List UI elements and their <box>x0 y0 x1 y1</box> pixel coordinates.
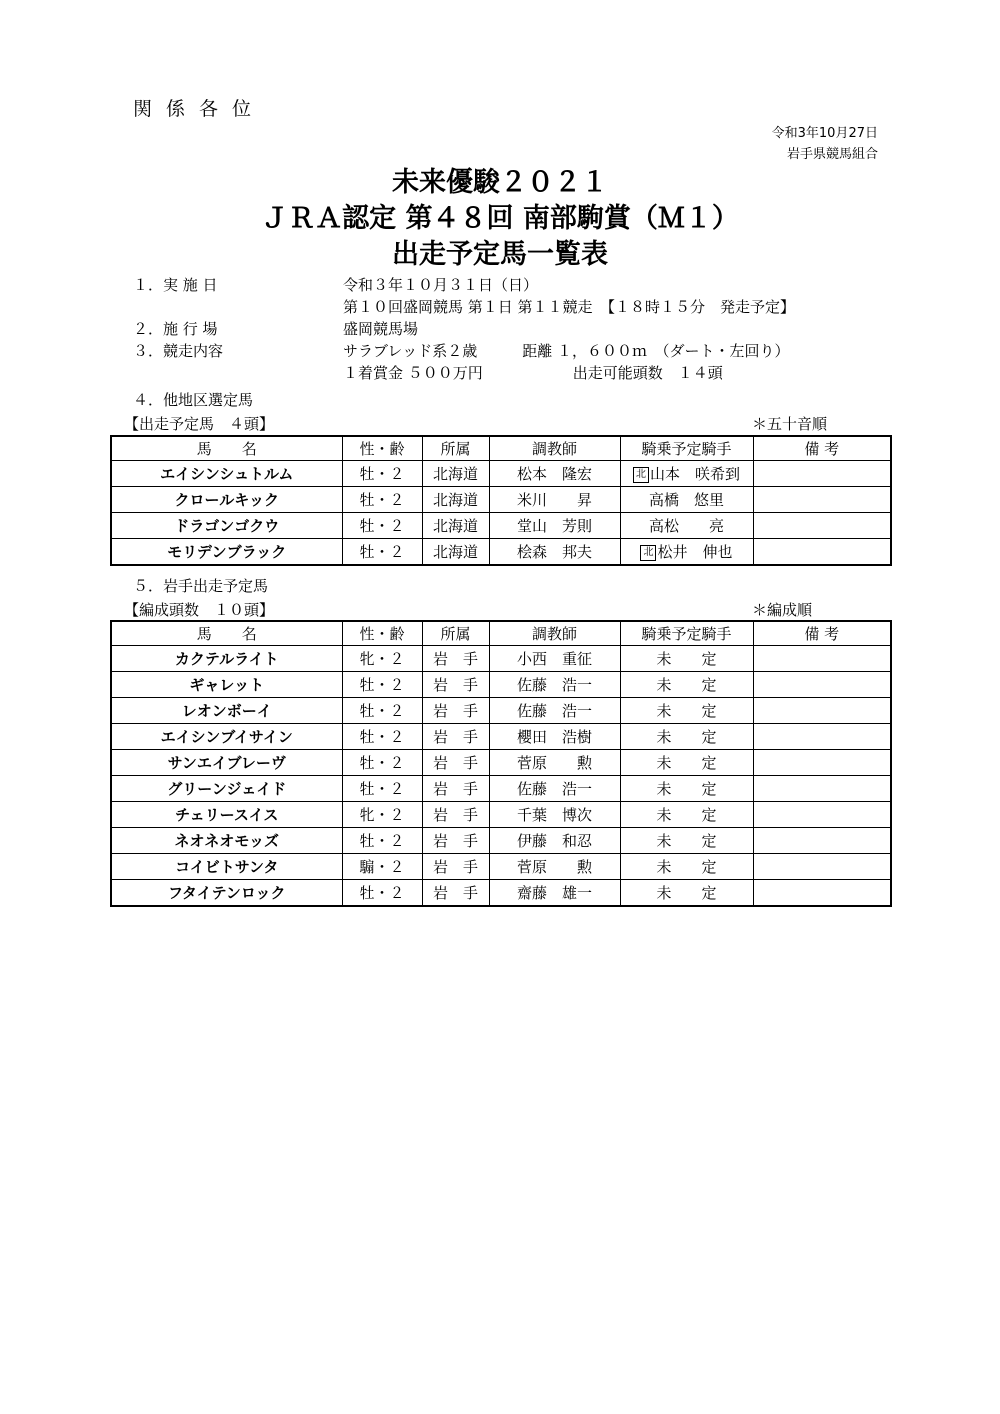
horse-name: グリーンジェイド <box>111 776 342 802</box>
table-row <box>111 698 891 724</box>
affiliation: 岩 手 <box>422 802 489 828</box>
affiliation: 岩 手 <box>422 724 489 750</box>
header-trainer: 調教師 <box>489 436 620 461</box>
trainer: 桧森 邦夫 <box>489 539 620 566</box>
trainer: 松本 隆宏 <box>489 461 620 487</box>
horse-name: エイシンシュトルム <box>111 461 342 487</box>
trainer: 佐藤 浩一 <box>489 698 620 724</box>
issuer-organization: 岩手県競馬組合 <box>786 147 878 162</box>
horse-name: ギャレット <box>111 672 342 698</box>
table-row <box>111 828 891 854</box>
sex-age: 牡・２ <box>342 461 422 487</box>
jockey <box>620 539 753 566</box>
trainer: 佐藤 浩一 <box>489 776 620 802</box>
info-value-venue: 盛岡競馬場 <box>343 320 419 338</box>
title-line-3: 出走予定馬一覧表 <box>392 239 608 270</box>
section5-title: ５．岩手出走予定馬 <box>133 577 269 595</box>
issuer-block <box>772 123 878 165</box>
header-note: 備 考 <box>753 436 891 461</box>
affiliation: 北海道 <box>422 487 489 513</box>
info-label-date: １．実 施 日 <box>133 276 218 294</box>
horse-name: エイシンブイサイン <box>111 724 342 750</box>
jockey: 未 定 <box>620 854 753 880</box>
iwate-table <box>110 620 892 907</box>
trainer: 小西 重征 <box>489 646 620 672</box>
jockey: 未 定 <box>620 776 753 802</box>
header-affiliation: 所属 <box>422 621 489 646</box>
note <box>753 750 891 776</box>
sex-age: 牡・２ <box>342 750 422 776</box>
jockey: 高橋 悠里 <box>620 487 753 513</box>
trainer: 伊藤 和忍 <box>489 828 620 854</box>
jockey: 未 定 <box>620 724 753 750</box>
hokkaido-mark-icon: 北 <box>640 545 656 561</box>
note <box>753 828 891 854</box>
note <box>753 880 891 907</box>
header-jockey: 騎乗予定騎手 <box>620 436 753 461</box>
affiliation: 北海道 <box>422 539 489 566</box>
header-horse-name: 馬 名 <box>111 436 342 461</box>
jockey-name: 松井 伸也 <box>657 543 733 561</box>
header-horse-name: 馬 名 <box>111 621 342 646</box>
addressee: 関係各位 <box>133 98 266 120</box>
affiliation: 岩 手 <box>422 880 489 907</box>
jockey: 未 定 <box>620 828 753 854</box>
horse-name: レオンボーイ <box>111 698 342 724</box>
info-value-race: 第１０回盛岡競馬 第１日 第１１競走 【１８時１５分 発走予定】 <box>343 298 796 316</box>
trainer: 佐藤 浩一 <box>489 672 620 698</box>
jockey <box>620 461 753 487</box>
sex-age: 牝・２ <box>342 646 422 672</box>
sex-age: 牡・２ <box>342 513 422 539</box>
trainer: 千葉 博次 <box>489 802 620 828</box>
jockey: 未 定 <box>620 698 753 724</box>
section4-order-note: ＊五十音順 <box>752 415 828 433</box>
note <box>753 461 891 487</box>
sex-age: 牡・２ <box>342 724 422 750</box>
affiliation: 岩 手 <box>422 750 489 776</box>
sex-age: 牡・２ <box>342 539 422 566</box>
table-header-row <box>111 621 891 646</box>
horse-name: ネオネオモッズ <box>111 828 342 854</box>
affiliation: 岩 手 <box>422 698 489 724</box>
note <box>753 487 891 513</box>
horse-name: コイビトサンタ <box>111 854 342 880</box>
horse-name: チェリースイス <box>111 802 342 828</box>
header-trainer: 調教師 <box>489 621 620 646</box>
sex-age: 牡・２ <box>342 828 422 854</box>
note <box>753 776 891 802</box>
jockey: 高松 亮 <box>620 513 753 539</box>
sex-age: 牡・２ <box>342 487 422 513</box>
info-label-content: ３．競走内容 <box>133 342 224 360</box>
horse-name: モリデンブラック <box>111 539 342 566</box>
header-jockey: 騎乗予定騎手 <box>620 621 753 646</box>
affiliation: 岩 手 <box>422 776 489 802</box>
affiliation: 岩 手 <box>422 646 489 672</box>
note <box>753 854 891 880</box>
jockey: 未 定 <box>620 750 753 776</box>
note <box>753 802 891 828</box>
trainer: 齋藤 雄一 <box>489 880 620 907</box>
sex-age: 牡・２ <box>342 776 422 802</box>
note <box>753 724 891 750</box>
trainer: 菅原 勲 <box>489 854 620 880</box>
table-header-row <box>111 436 891 461</box>
table-row <box>111 539 891 566</box>
jockey: 未 定 <box>620 802 753 828</box>
affiliation: 北海道 <box>422 513 489 539</box>
header-note: 備 考 <box>753 621 891 646</box>
sex-age: 牡・２ <box>342 880 422 907</box>
info-value-date: 令和３年１０月３１日（日） <box>343 276 539 294</box>
table-row <box>111 646 891 672</box>
table-row <box>111 776 891 802</box>
header-sex-age: 性・齢 <box>342 621 422 646</box>
table-row <box>111 724 891 750</box>
trainer: 菅原 勲 <box>489 750 620 776</box>
hokkaido-mark-icon: 北 <box>633 467 649 483</box>
jockey-name: 山本 咲希到 <box>649 465 740 483</box>
issue-date: 令和3年10月27日 <box>771 126 878 141</box>
sex-age: 牝・２ <box>342 802 422 828</box>
title-line-1: 未来優駿２０２１ <box>392 167 608 198</box>
trainer: 米川 昇 <box>489 487 620 513</box>
sex-age: 牡・２ <box>342 672 422 698</box>
header-affiliation: 所属 <box>422 436 489 461</box>
jockey: 未 定 <box>620 880 753 907</box>
trainer: 櫻田 浩樹 <box>489 724 620 750</box>
info-label-venue: ２．施 行 場 <box>133 320 218 338</box>
other-region-table <box>110 435 892 566</box>
affiliation: 岩 手 <box>422 672 489 698</box>
jockey: 未 定 <box>620 646 753 672</box>
horse-name: サンエイブレーヴ <box>111 750 342 776</box>
affiliation: 岩 手 <box>422 828 489 854</box>
section4-title: ４．他地区選定馬 <box>133 391 254 409</box>
table-row <box>111 854 891 880</box>
note <box>753 513 891 539</box>
section5-order-note: ＊編成順 <box>752 601 813 619</box>
horse-name: クロールキック <box>111 487 342 513</box>
horse-name: ドラゴンゴクウ <box>111 513 342 539</box>
sex-age: 牡・２ <box>342 698 422 724</box>
sex-age: 騸・２ <box>342 854 422 880</box>
horse-name: カクテルライト <box>111 646 342 672</box>
table-row <box>111 487 891 513</box>
table-row <box>111 461 891 487</box>
horse-name: フタイテンロック <box>111 880 342 907</box>
section4-count: 【出走予定馬 ４頭】 <box>124 415 275 433</box>
affiliation: 北海道 <box>422 461 489 487</box>
trainer: 堂山 芳則 <box>489 513 620 539</box>
note <box>753 698 891 724</box>
table-row <box>111 672 891 698</box>
table-row <box>111 513 891 539</box>
section5-count: 【編成頭数 １０頭】 <box>124 601 275 619</box>
info-value-content: サラブレッド系２歳 距離 １，６００ｍ （ダート・左回り） <box>343 342 790 360</box>
note <box>753 539 891 566</box>
note <box>753 646 891 672</box>
note <box>753 672 891 698</box>
header-sex-age: 性・齢 <box>342 436 422 461</box>
iwate-table-body <box>111 646 891 907</box>
affiliation: 岩 手 <box>422 854 489 880</box>
info-value-prize: １着賞金 ５００万円 出走可能頭数 １４頭 <box>343 364 723 382</box>
title-line-2: ＪＲＡ認定 第４８回 南部駒賞（Ｍ１） <box>261 203 739 234</box>
jockey: 未 定 <box>620 672 753 698</box>
table-row <box>111 802 891 828</box>
table-row <box>111 880 891 907</box>
table-row <box>111 750 891 776</box>
